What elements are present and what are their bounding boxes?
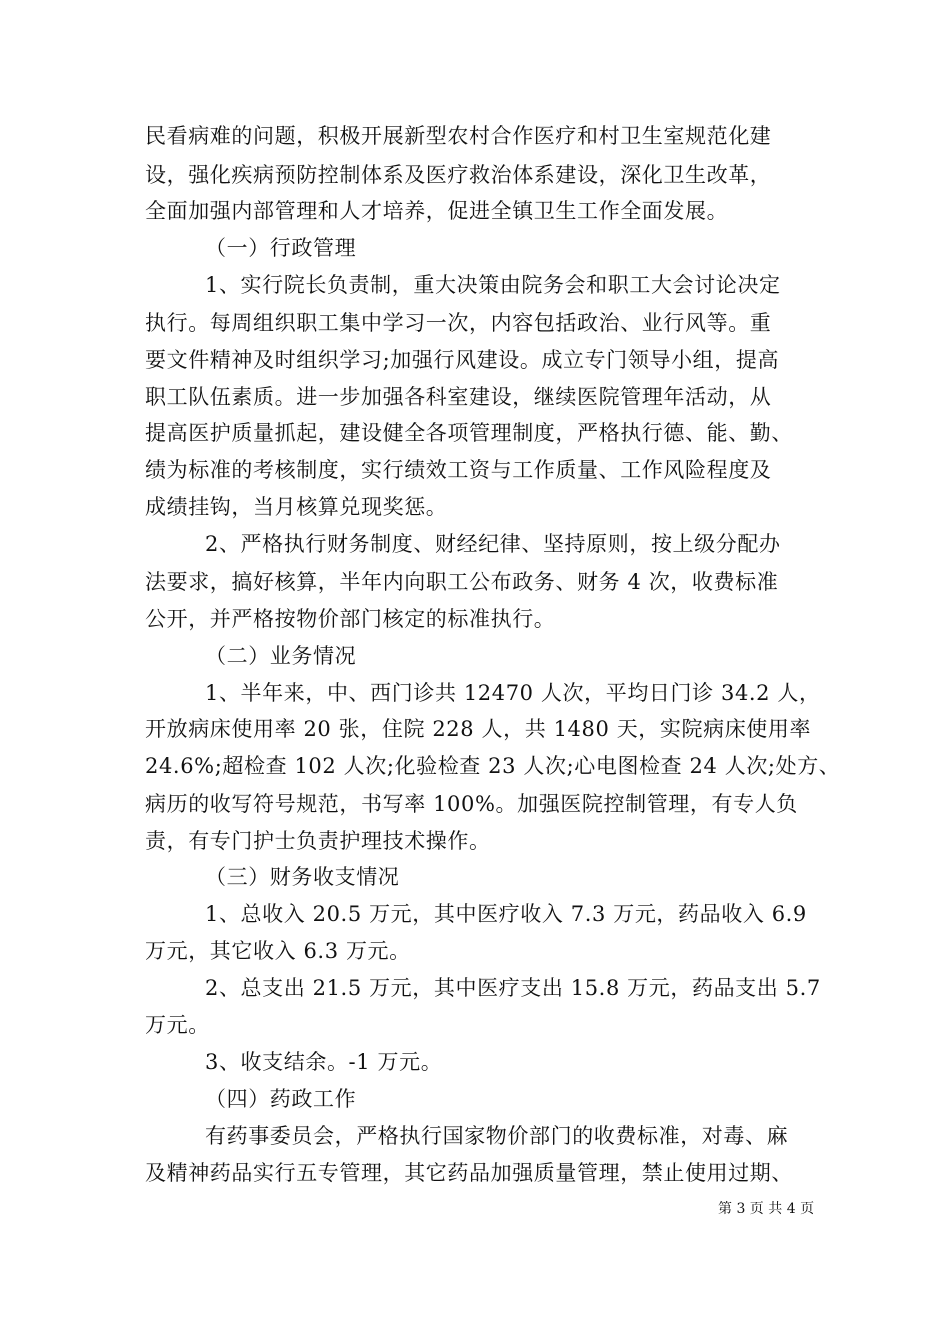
text-line: 24.6%;超检查 102 人次;化验检查 23 人次;心电图检查 24 人次;处方、 xyxy=(145,754,841,778)
paragraph-start: 3、收支结余。-1 万元。 xyxy=(205,1050,443,1074)
text-line: 责，有专门护士负责护理技术操作。 xyxy=(145,829,491,853)
section-heading: （四）药政工作 xyxy=(205,1087,357,1111)
text-line: 病历的收写符号规范，书写率 100%。加强医院控制管理，有专人负 xyxy=(145,792,798,816)
text-line: 开放病床使用率 20 张，住院 228 人，共 1480 天，实院病床使用率 xyxy=(145,717,812,741)
text-line: 设，强化疾病预防控制体系及医疗救治体系建设，深化卫生改革， xyxy=(145,163,772,187)
text-line: 执行。每周组织职工集中学习一次，内容包括政治、业行风等。重 xyxy=(145,311,772,335)
paragraph-start: 2、严格执行财务制度、财经纪律、坚持原则，按上级分配办 xyxy=(205,532,781,556)
text-line: 绩为标准的考核制度，实行绩效工资与工作质量、工作风险程度及 xyxy=(145,458,772,482)
text-line: 及精神药品实行五专管理，其它药品加强质量管理，禁止使用过期、 xyxy=(145,1161,793,1185)
text-line: 提高医护质量抓起，建设健全各项管理制度，严格执行德、能、勤、 xyxy=(145,421,793,445)
paragraph-start: 1、实行院长负责制，重大决策由院务会和职工大会讨论决定 xyxy=(205,273,781,297)
paragraph-start: 2、总支出 21.5 万元，其中医疗支出 15.8 万元，药品支出 5.7 xyxy=(205,976,821,1000)
text-line: 万元。 xyxy=(145,1013,210,1037)
paragraph-start: 有药事委员会，严格执行国家物价部门的收费标准，对毒、麻 xyxy=(205,1124,789,1148)
section-heading: （三）财务收支情况 xyxy=(205,865,400,889)
section-heading: （一）行政管理 xyxy=(205,236,357,260)
text-line: 成绩挂钩，当月核算兑现奖惩。 xyxy=(145,495,448,519)
text-line: 民看病难的问题，积极开展新型农村合作医疗和村卫生室规范化建 xyxy=(145,124,772,148)
text-line: 职工队伍素质。进一步加强各科室建设，继续医院管理年活动，从 xyxy=(145,385,772,409)
section-heading: （二）业务情况 xyxy=(205,644,357,668)
page-number: 第 3 页 共 4 页 xyxy=(718,1201,815,1217)
paragraph-start: 1、总收入 20.5 万元，其中医疗收入 7.3 万元，药品收入 6.9 xyxy=(205,902,807,926)
text-line: 公开，并严格按物价部门核定的标准执行。 xyxy=(145,607,556,631)
text-line: 全面加强内部管理和人才培养，促进全镇卫生工作全面发展。 xyxy=(145,199,729,223)
text-line: 法要求，搞好核算，半年内向职工公布政务、财务 4 次，收费标准 xyxy=(145,570,779,594)
paragraph-start: 1、半年来，中、西门诊共 12470 人次，平均日门诊 34.2 人， xyxy=(205,681,821,705)
text-line: 要文件精神及时组织学习;加强行风建设。成立专门领导小组，提高 xyxy=(145,348,780,372)
text-line: 万元，其它收入 6.3 万元。 xyxy=(145,939,411,963)
